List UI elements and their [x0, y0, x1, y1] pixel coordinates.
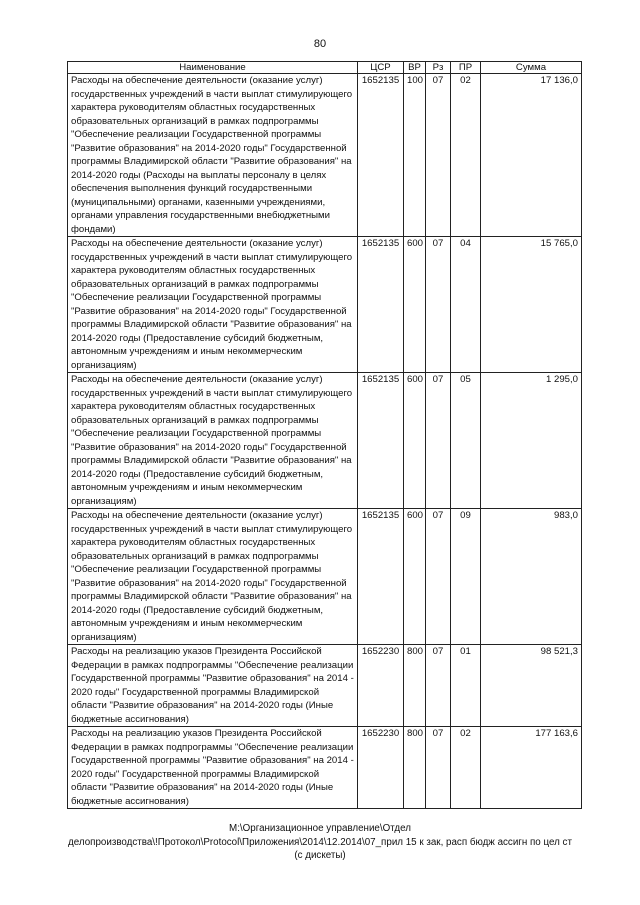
header-pr: ПР [451, 62, 481, 74]
table-row [68, 373, 582, 509]
cell-rz: 07 [426, 727, 451, 809]
cell-name: Расходы на реализацию указов Президента Российской Федерации в рамках подпрограммы "Обеспечение реализации Государственной программы "Развитие образования" на 2014 - 2020 годы" Государственной программы Владимирской области "Развитие образования" на 2014-2020 годы (Иные бюджетные ассигнования) [68, 727, 358, 809]
cell-pr: 04 [451, 237, 481, 373]
cell-csr: 1652230 [358, 727, 404, 809]
header-csr: ЦСР [358, 62, 404, 74]
table-row [68, 74, 582, 237]
cell-rz: 07 [426, 237, 451, 373]
cell-pr: 02 [451, 74, 481, 237]
footer-line-1: M:\Организационное управление\Отдел [229, 823, 411, 834]
cell-vr: 800 [404, 645, 426, 727]
cell-rz: 07 [426, 74, 451, 237]
page-number: 80 [313, 38, 327, 50]
table-row [68, 509, 582, 645]
cell-vr: 800 [404, 727, 426, 809]
cell-name: Расходы на обеспечение деятельности (оказание услуг) государственных учреждений в части выплат стимулирующего характера руководителям областных государственных образовательных организаций в рамках подпрограммы "Обеспечение реализации Государственной программы "Развитие образования" на 2014-2020 годы" Государственной программы Владимирской области "Развитие образования" на 2014-2020 годы (Предоставление субсидий бюджетным, автономным учреждениям и иным некоммерческим организациям) [68, 373, 358, 509]
cell-rz: 07 [426, 373, 451, 509]
header-rz: Рз [426, 62, 451, 74]
cell-vr: 600 [404, 373, 426, 509]
cell-sum: 983,0 [481, 509, 582, 645]
cell-csr: 1652135 [358, 237, 404, 373]
cell-pr: 09 [451, 509, 481, 645]
cell-sum: 98 521,3 [481, 645, 582, 727]
cell-name: Расходы на обеспечение деятельности (оказание услуг) государственных учреждений в части выплат стимулирующего характера руководителям областных государственных образовательных организаций в рамках подпрограммы "Обеспечение реализации Государственной программы "Развитие образования" на 2014-2020 годы" Государственной программы Владимирской области "Развитие образования" на 2014-2020 годы (Расходы на выплаты персоналу в целях обеспечения выполнения функций государственными (муниципальными) органами, казенными учреждениями, органами управления государственными внебюджетными фондами) [68, 74, 358, 237]
cell-pr: 01 [451, 645, 481, 727]
cell-sum: 1 295,0 [481, 373, 582, 509]
cell-csr: 1652135 [358, 74, 404, 237]
cell-pr: 02 [451, 727, 481, 809]
table-row [68, 645, 582, 727]
cell-name: Расходы на обеспечение деятельности (оказание услуг) государственных учреждений в части выплат стимулирующего характера руководителям областных государственных образовательных организаций в рамках подпрограммы "Обеспечение реализации Государственной программы "Развитие образования" на 2014-2020 годы" Государственной программы Владимирской области "Развитие образования" на 2014-2020 годы (Предоставление субсидий бюджетным, автономным учреждениям и иным некоммерческим организациям) [68, 509, 358, 645]
cell-rz: 07 [426, 509, 451, 645]
cell-sum: 15 765,0 [481, 237, 582, 373]
header-sum: Сумма [481, 62, 582, 74]
cell-csr: 1652230 [358, 645, 404, 727]
footer-line-2: делопроизводства\!Протокол\Protocol\Приложения\2014\12.2014\07_прил 15 к зак, расп бюдж ассигн по цел ст [68, 836, 572, 848]
cell-vr: 100 [404, 74, 426, 237]
cell-name: Расходы на реализацию указов Президента Российской Федерации в рамках подпрограммы "Обеспечение реализации Государственной программы "Развитие образования" на 2014 - 2020 годы" Государственной программы Владимирской области "Развитие образования" на 2014-2020 годы (Иные бюджетные ассигнования) [68, 645, 358, 727]
header-vr: ВР [404, 62, 426, 74]
header-name: Наименование [68, 62, 358, 74]
cell-name: Расходы на обеспечение деятельности (оказание услуг) государственных учреждений в части выплат стимулирующего характера руководителям областных государственных образовательных организаций в рамках подпрограммы "Обеспечение реализации Государственной программы "Развитие образования" на 2014-2020 годы" Государственной программы Владимирской области "Развитие образования" на 2014-2020 годы (Предоставление субсидий бюджетным, автономным учреждениям и иным некоммерческим организациям) [68, 237, 358, 373]
table-row [68, 727, 582, 809]
cell-csr: 1652135 [358, 373, 404, 509]
file-path-footer [30, 822, 610, 863]
cell-sum: 177 163,6 [481, 727, 582, 809]
budget-table [67, 61, 582, 809]
cell-sum: 17 136,0 [481, 74, 582, 237]
cell-vr: 600 [404, 509, 426, 645]
cell-csr: 1652135 [358, 509, 404, 645]
footer-line-3: (с дискеты) [294, 850, 346, 861]
table-row [68, 237, 582, 373]
cell-vr: 600 [404, 237, 426, 373]
cell-rz: 07 [426, 645, 451, 727]
cell-pr: 05 [451, 373, 481, 509]
table-header-row [68, 62, 582, 74]
